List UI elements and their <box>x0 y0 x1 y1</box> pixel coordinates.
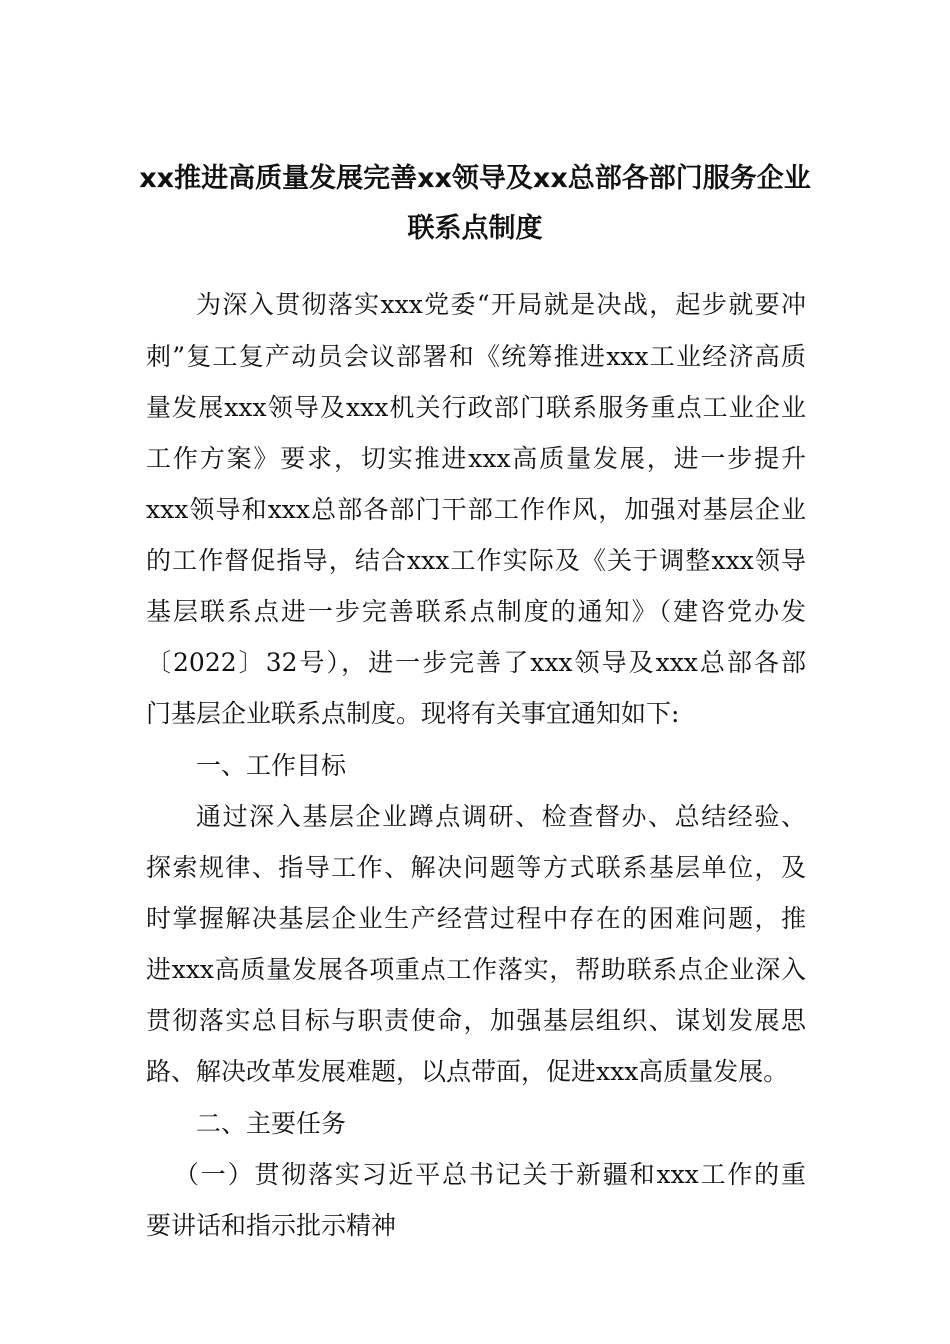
intro-line-8: 〔2022〕32号），进一步完善了xxx领导及xxx总部各部 <box>146 648 806 677</box>
section-2-heading: 二、主要任务 <box>196 1109 347 1138</box>
intro-line-4: 工作方案》要求，切实推进xxx高质量发展，进一步提升 <box>146 444 806 473</box>
section-1-line-1: 通过深入基层企业蹲点调研、检查督办、总结经验、 <box>196 802 806 831</box>
section-2-sub-1-line-2: 要讲话和指示批示精神 <box>146 1211 397 1240</box>
section-2-sub-1-line-1: （一）贯彻落实习近平总书记关于新疆和xxx工作的重 <box>174 1160 806 1189</box>
intro-line-7: 基层联系点进一步完善联系点制度的通知》（建咨党办发 <box>146 597 806 626</box>
intro-line-9: 门基层企业联系点制度。现将有关事宜通知如下: <box>146 699 680 728</box>
document-title-line-2: 联系点制度 <box>407 213 543 244</box>
section-1-heading: 一、工作目标 <box>196 751 347 780</box>
intro-line-5: xxx领导和xxx总部各部门干部工作作风，加强对基层企业 <box>146 495 806 524</box>
section-1-line-4: 进xxx高质量发展各项重点工作落实，帮助联系点企业深入 <box>146 955 806 984</box>
section-1-line-3: 时掌握解决基层企业生产经营过程中存在的困难问题，推 <box>146 904 806 933</box>
section-1-line-6: 路、解决改革发展难题，以点带面，促进xxx高质量发展。 <box>146 1057 789 1086</box>
intro-line-3: 量发展xxx领导及xxx机关行政部门联系服务重点工业企业 <box>146 393 806 422</box>
section-1-line-5: 贯彻落实总目标与职责使命，加强基层组织、谋划发展思 <box>146 1006 806 1035</box>
intro-line-6: 的工作督促指导，结合xxx工作实际及《关于调整xxx领导 <box>146 546 806 575</box>
section-1-line-2: 探索规律、指导工作、解决问题等方式联系基层单位，及 <box>146 853 806 882</box>
intro-line-2: 刺”复工复产动员会议部署和《统筹推进xxx工业经济高质 <box>146 342 806 371</box>
document-title-line-1: xx推进高质量发展完善xx领导及xx总部各部门服务企业 <box>139 163 811 194</box>
intro-line-1: 为深入贯彻落实xxx党委“开局就是决战，起步就要冲 <box>196 290 806 319</box>
